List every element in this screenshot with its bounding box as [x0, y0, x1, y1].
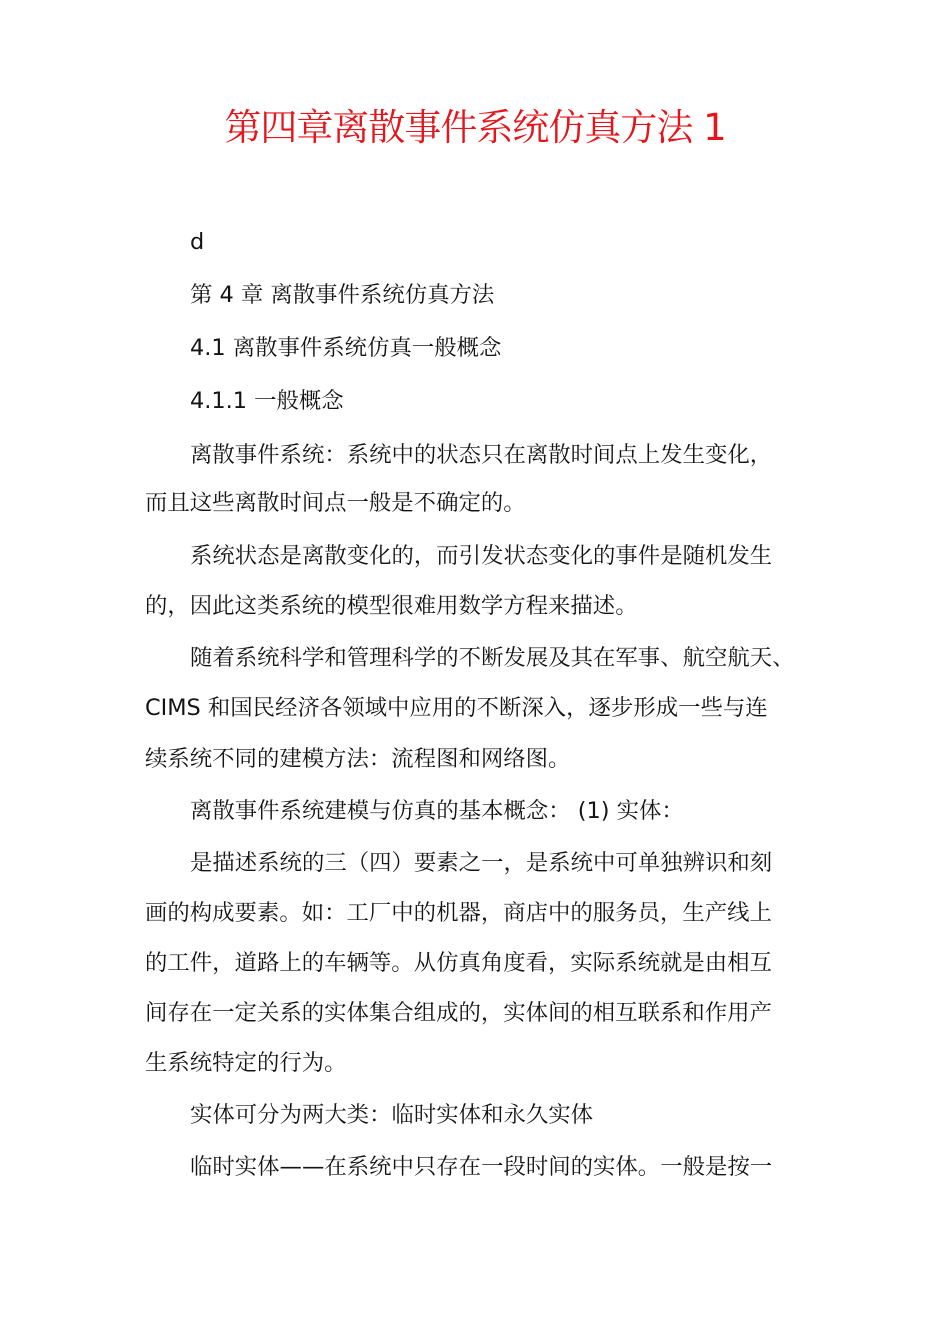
paragraph-line: 画的构成要素。如：工厂中的机器，商店中的服务员，生产线上 [145, 900, 772, 926]
text-line: d [190, 229, 205, 255]
section-heading: 4.1 离散事件系统仿真一般概念 [190, 335, 502, 361]
paragraph-line: 系统状态是离散变化的，而引发状态变化的事件是随机发生 [190, 543, 773, 569]
chapter-heading: 第 4 章 离散事件系统仿真方法 [190, 282, 495, 308]
paragraph-line: 离散事件系统建模与仿真的基本概念： (1) 实体： [190, 798, 684, 824]
paragraph-line: 临时实体——在系统中只存在一段时间的实体。一般是按一 [190, 1154, 773, 1180]
paragraph-line: CIMS 和国民经济各领域中应用的不断深入，逐步形成一些与连 [145, 695, 768, 721]
document-title: 第四章离散事件系统仿真方法 1 [224, 106, 726, 149]
paragraph-line: 实体可分为两大类：临时实体和永久实体 [190, 1102, 594, 1128]
paragraph-line: 的工件，道路上的车辆等。从仿真角度看，实际系统就是由相互 [145, 950, 772, 976]
paragraph-line: 随着系统科学和管理科学的不断发展及其在军事、航空航天、 [190, 645, 795, 671]
paragraph-line: 离散事件系统：系统中的状态只在离散时间点上发生变化， [190, 442, 773, 468]
paragraph-line: 间存在一定关系的实体集合组成的，实体间的相互联系和作用产 [145, 1000, 772, 1026]
paragraph-line: 是描述系统的三（四）要素之一，是系统中可单独辨识和刻 [190, 850, 773, 876]
paragraph-line: 而且这些离散时间点一般是不确定的。 [145, 490, 526, 516]
subsection-heading: 4.1.1 一般概念 [190, 388, 344, 414]
paragraph-line: 的，因此这类系统的模型很难用数学方程来描述。 [145, 593, 638, 619]
paragraph-line: 续系统不同的建模方法：流程图和网络图。 [145, 746, 571, 772]
paragraph-line: 生系统特定的行为。 [145, 1050, 347, 1076]
